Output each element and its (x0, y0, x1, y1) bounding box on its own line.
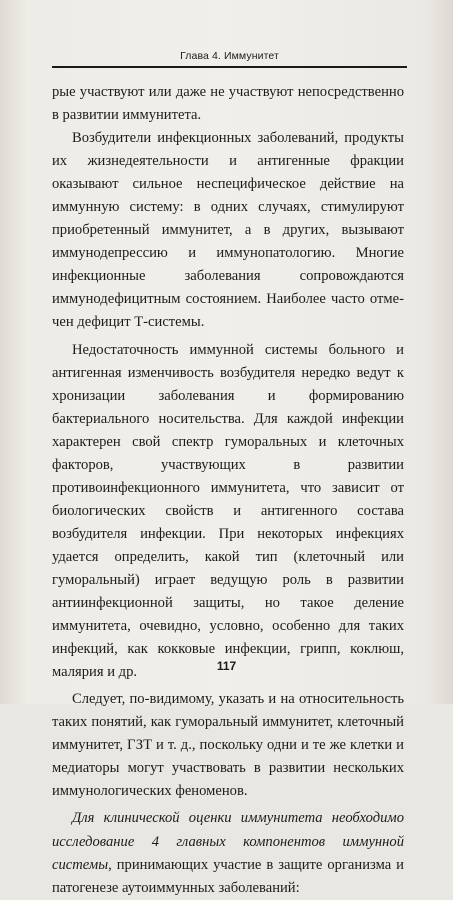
paragraph-tail: , принимающих участие в защите организма и патогенезе аутоиммунных заболеваний: (52, 856, 404, 896)
body-text (52, 81, 404, 900)
paragraph-pathogens: Возбудители инфекционных заболеваний, продукты их жизнедеятельности и антигенные фракции оказывают сильное неспецифическое действие на иммунную систему: в одних случаях, стимулируют приобретенный иммунитет, а в других, вызывают иммунодепрессию и иммунопатологию. Многие инфекционные заболевания сопровождаются иммунодефицитным состоянием. Наиболее часто отмечен дефицит Т-системы. (52, 130, 404, 331)
paragraph-continuation: рые участвуют или даже не участвуют непосредственно в развитии иммунитета. (52, 84, 404, 124)
paragraph-immune-insufficiency: Недостаточность иммунной системы больного и антигенная изменчивость возбудителя нередко ведут к хронизации заболевания и формированию бактериального носительства. Для каждой инфекции характерен свой спектр гуморальных и клеточных факторов, участвующих в развитии противоинфекционного иммунитета, что зависит от биологических свойств и антигенного состава возбудителя инфекции. При некоторых инфекциях удается определить, какой тип (клеточный или гуморальный) играет ведущую роль в развитии антиинфекционной защиты, но такое деление иммунитета, очевидно, условно, особенно для таких инфекций, как кокковые инфекции, грипп, коклюш, малярия и др. (52, 341, 404, 681)
running-head: Глава 4. Иммунитет (180, 50, 279, 62)
header-rule (52, 66, 407, 68)
paragraph-clinical-assessment (52, 807, 404, 899)
italic-emphasis: Для клинической оценки иммунитета необходимо исследование 4 главных компонентов иммунной системы (52, 810, 404, 873)
paragraph-relativity: Следует, по-видимому, указать и на относительность таких понятий, как гуморальный иммунитет, клеточный иммунитет, ГЗТ и т. д., поскольку одни и те же клетки и медиаторы могут участвовать в развитии нескольких иммунологических феноменов. (52, 691, 404, 800)
page-number: 117 (216, 659, 237, 673)
